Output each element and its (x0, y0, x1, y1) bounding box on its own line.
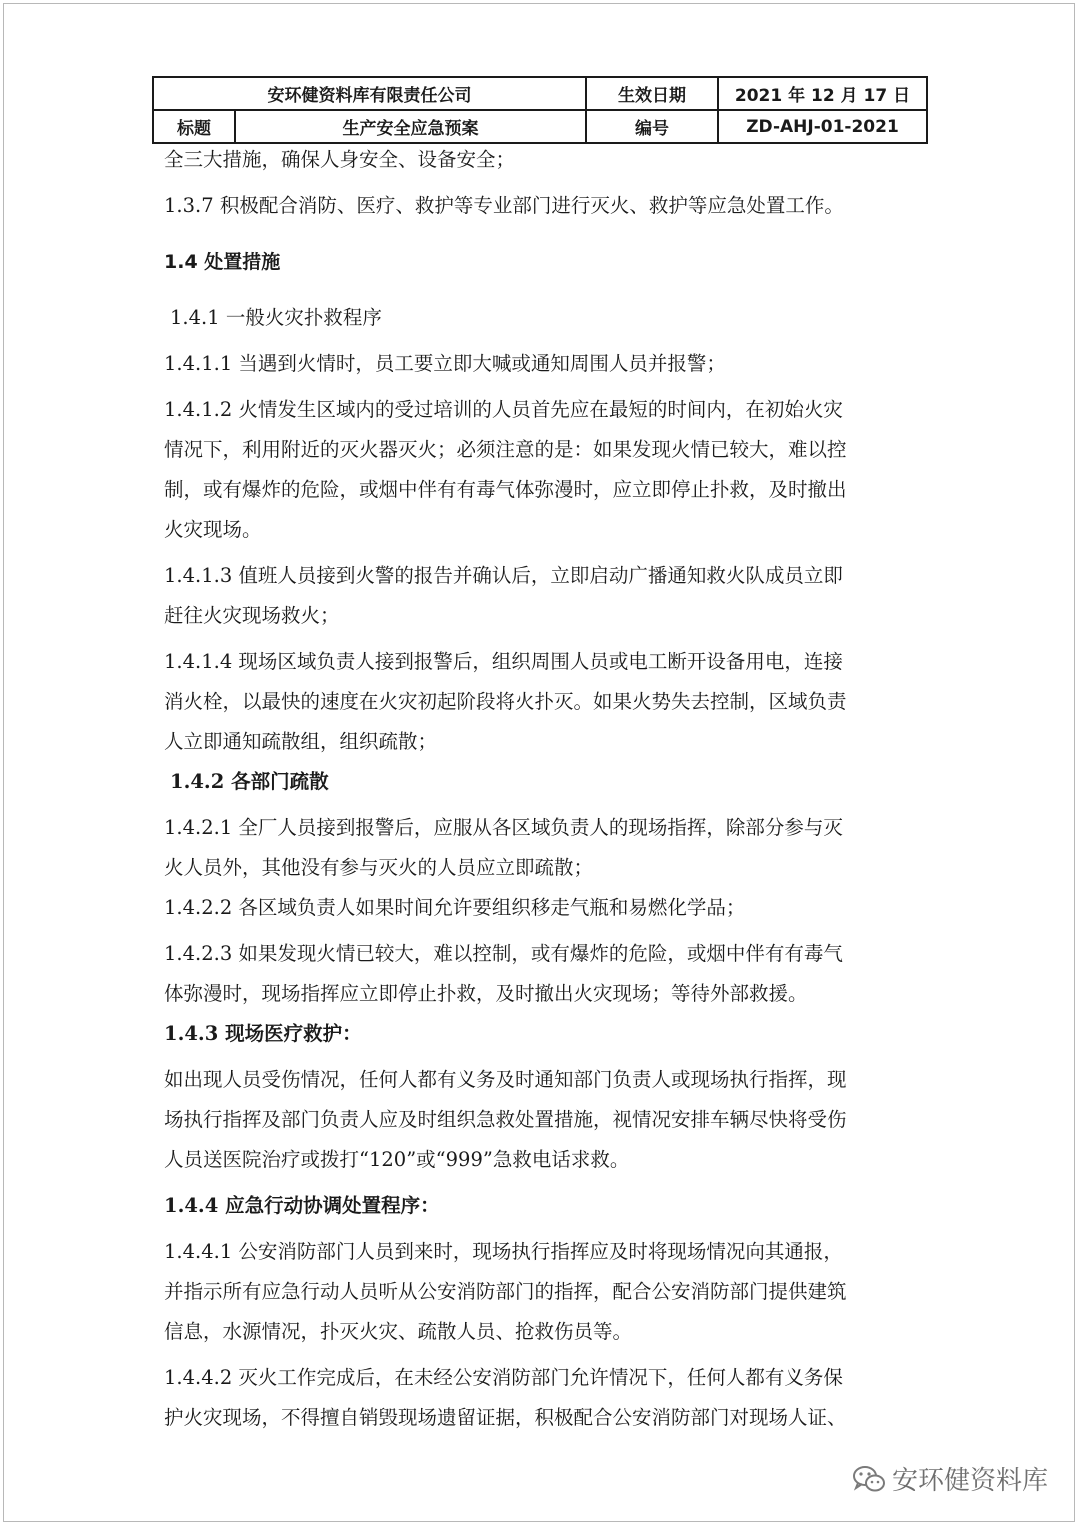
section-heading-1-4-2: 1.4.2 各部门疏散 (170, 770, 329, 793)
paragraph-line: 人员送医院治疗或拨打“120”或“999”急救电话求救。 (164, 1148, 630, 1171)
section-heading-1-4-1: 1.4.1 一般火灾扑救程序 (170, 306, 382, 329)
effective-date-label: 生效日期 (586, 77, 718, 110)
paragraph-line: 火人员外，其他没有参与灭火的人员应立即疏散； (164, 856, 594, 879)
section-heading-1-4-4: 1.4.4 应急行动协调处置程序： (164, 1194, 440, 1217)
paragraph-line: 1.4.2.2 各区域负责人如果时间允许要组织移走气瓶和易燃化学品； (164, 896, 746, 919)
document-body (164, 140, 920, 1438)
paragraph-line: 体弥漫时，现场指挥应立即停止扑救，及时撤出火灾现场；等待外部救援。 (164, 982, 808, 1005)
paragraph-line: 全三大措施，确保人身安全、设备安全； (164, 148, 516, 171)
effective-date-value: 2021 年 12 月 17 日 (718, 77, 927, 110)
document-header-table (152, 76, 928, 144)
paragraph-line: 人立即通知疏散组，组织疏散； (164, 730, 438, 753)
paragraph-line: 1.4.1.1 当遇到火情时，员工要立即大喊或通知周围人员并报警； (164, 352, 726, 375)
paragraph-line: 护火灾现场，不得擅自销毁现场遗留证据，积极配合公安消防部门对现场人证、 (164, 1406, 847, 1429)
paragraph-line: 场执行指挥及部门负责人应及时组织急救处置措施，视情况安排车辆尽快将受伤 (164, 1108, 847, 1131)
paragraph-line: 并指示所有应急行动人员听从公安消防部门的指挥，配合公安消防部门提供建筑 (164, 1280, 847, 1303)
section-heading-1-4-3: 1.4.3 现场医疗救护： (164, 1022, 362, 1045)
paragraph-line: 消火栓，以最快的速度在火灾初起阶段将火扑灭。如果火势失去控制，区域负责 (164, 690, 847, 713)
watermark (852, 1460, 1048, 1497)
company-name: 安环健资料库有限责任公司 (153, 77, 586, 110)
paragraph-line: 信息，水源情况，扑灭火灾、疏散人员、抢救伤员等。 (164, 1320, 633, 1343)
paragraph-line: 制，或有爆炸的危险，或烟中伴有有毒气体弥漫时，应立即停止扑救，及时撤出 (164, 478, 847, 501)
paragraph-line: 1.4.1.2 火情发生区域内的受过培训的人员首先应在最短的时间内，在初始火灾 (164, 398, 843, 421)
section-heading-1-4: 1.4 处置措施 (164, 251, 281, 273)
watermark-text: 安环健资料库 (891, 1466, 1048, 1496)
title-label: 标题 (153, 110, 235, 143)
document-code-value: ZD-AHJ-01-2021 (718, 110, 927, 143)
paragraph-line: 1.4.1.4 现场区域负责人接到报警后，组织周围人员或电工断开设备用电，连接 (164, 650, 843, 673)
paragraph-line: 1.4.4.2 灭火工作完成后，在未经公安消防部门允许情况下，任何人都有义务保 (164, 1366, 843, 1389)
paragraph-line: 赶往火灾现场救火； (164, 604, 340, 627)
document-title: 生产安全应急预案 (235, 110, 586, 143)
document-code-label: 编号 (586, 110, 718, 143)
wechat-icon (852, 1464, 886, 1494)
paragraph-line: 1.4.4.1 公安消防部门人员到来时，现场执行指挥应及时将现场情况向其通报， (164, 1240, 843, 1263)
paragraph-line: 火灾现场。 (164, 518, 262, 541)
paragraph-line: 1.4.2.3 如果发现火情已较大，难以控制，或有爆炸的危险，或烟中伴有有毒气 (164, 942, 843, 965)
paragraph-line: 1.4.2.1 全厂人员接到报警后，应服从各区域负责人的现场指挥，除部分参与灭 (164, 816, 843, 839)
paragraph-line: 情况下，利用附近的灭火器灭火；必须注意的是：如果发现火情已较大，难以控 (164, 438, 847, 461)
paragraph-line: 1.3.7 积极配合消防、医疗、救护等专业部门进行灭火、救护等应急处置工作。 (164, 194, 844, 217)
paragraph-line: 1.4.1.3 值班人员接到火警的报告并确认后，立即启动广播通知救火队成员立即 (164, 564, 843, 587)
paragraph-line: 如出现人员受伤情况，任何人都有义务及时通知部门负责人或现场执行指挥，现 (164, 1068, 847, 1091)
